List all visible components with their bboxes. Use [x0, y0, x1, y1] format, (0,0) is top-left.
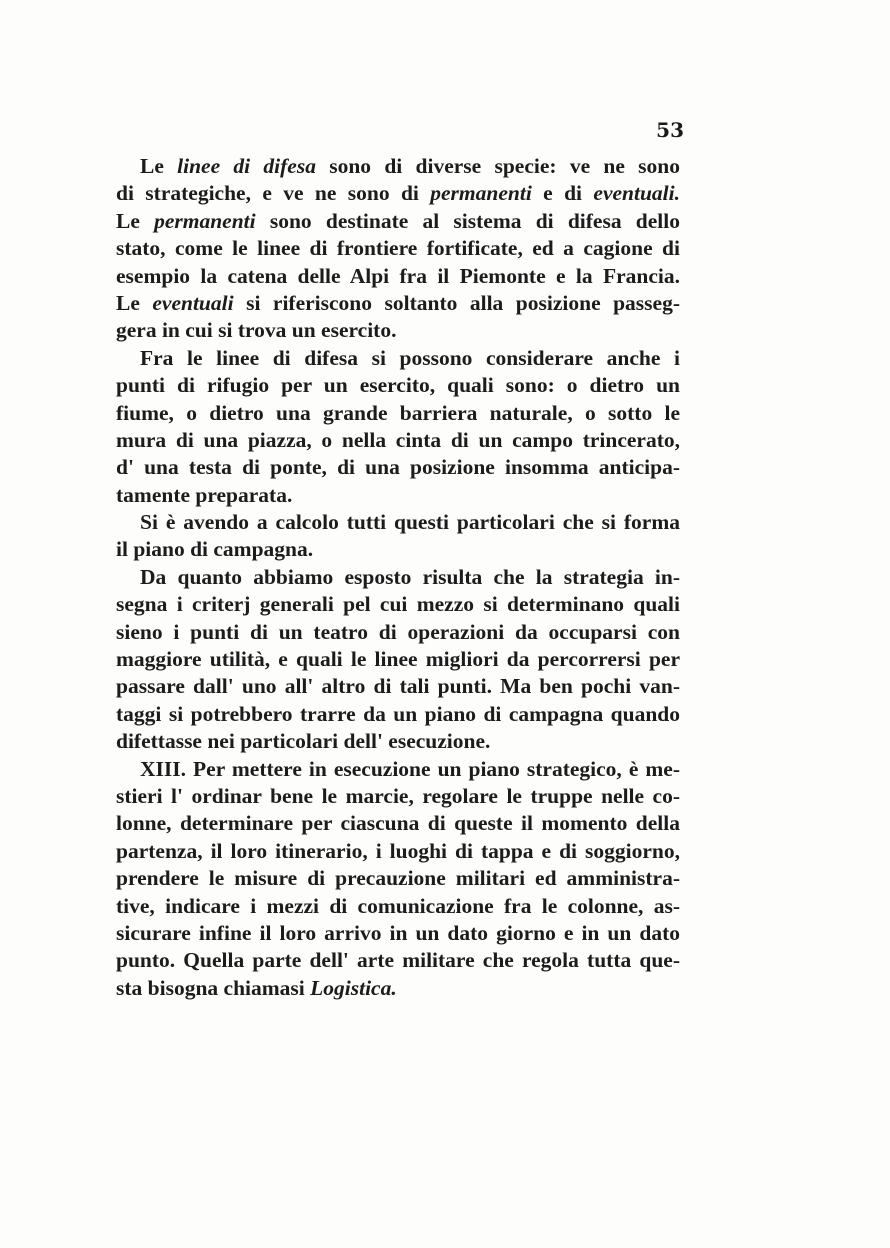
text-line: sieno i punti di un teatro di operazioni da occuparsi con [116, 619, 680, 644]
text-line: partenza, il loro itinerario, i luoghi di tappa e di soggiorno, [116, 838, 680, 863]
body-text [116, 153, 680, 1002]
text-line: mura di una piazza, o nella cinta di un campo trincerato, [116, 427, 680, 452]
text-line: Fra le linee di difesa si possono considerare anche i [140, 345, 680, 370]
text-line: tamente preparata. [116, 482, 293, 507]
text-line: segna i criterj generali pel cui mezzo si determinano quali [116, 592, 680, 617]
text-line: difettasse nei particolari dell' esecuzione. [116, 729, 491, 754]
text-line: Le eventuali si riferiscono soltanto alla posizione passeg- [116, 290, 680, 315]
text-line: gera in cui si trova un esercito. [116, 318, 397, 343]
text-line: Le linee di difesa sono di diverse specie: ve ne sono [140, 154, 680, 178]
text-line: Le permanenti sono destinate al sistema di difesa dello [116, 208, 680, 233]
text-line: sicurare infine il loro arrivo in un dato giorno e in un dato [116, 920, 680, 945]
text-line: lonne, determinare per ciascuna di queste il momento della [116, 811, 680, 836]
text-line: fiume, o dietro una grande barriera naturale, o sotto le [116, 400, 680, 425]
text-line: Si è avendo a calcolo tutti questi particolari che si forma [140, 510, 680, 535]
text-line: prendere le misure di precauzione militari ed amministra- [116, 866, 680, 891]
text-line: tive, indicare i mezzi di comunicazione fra le colonne, as- [116, 893, 680, 918]
text-line: stieri l' ordinar bene le marcie, regolare le truppe nelle co- [116, 783, 680, 808]
text-line: Da quanto abbiamo esposto risulta che la strategia in- [140, 564, 680, 589]
page-number: 53 [656, 118, 684, 142]
text-line: taggi si potrebbero trarre da un piano di campagna quando [116, 701, 680, 726]
text-line: esempio la catena delle Alpi fra il Piemonte e la Francia. [116, 263, 680, 288]
text-line: passare dall' uno all' altro di tali punti. Ma ben pochi van- [116, 674, 680, 699]
text-line: stato, come le linee di frontiere fortificate, ed a cagione di [116, 236, 680, 261]
text-line: XIII. Per mettere in esecuzione un piano strategico, è me- [140, 756, 680, 781]
text-line: punto. Quella parte dell' arte militare che regola tutta que- [116, 948, 680, 973]
text-line: punti di rifugio per un esercito, quali sono: o dietro un [116, 373, 680, 398]
text-line: d' una testa di ponte, di una posizione insomma anticipa- [116, 455, 680, 480]
text-line: sta bisogna chiamasi Logistica. [116, 975, 397, 1000]
text-line: maggiore utilità, e quali le linee migliori da percorrersi per [116, 647, 680, 672]
text-line: il piano di campagna. [116, 537, 314, 562]
text-line: di strategiche, e ve ne sono di permanenti e di eventuali. [116, 181, 680, 206]
